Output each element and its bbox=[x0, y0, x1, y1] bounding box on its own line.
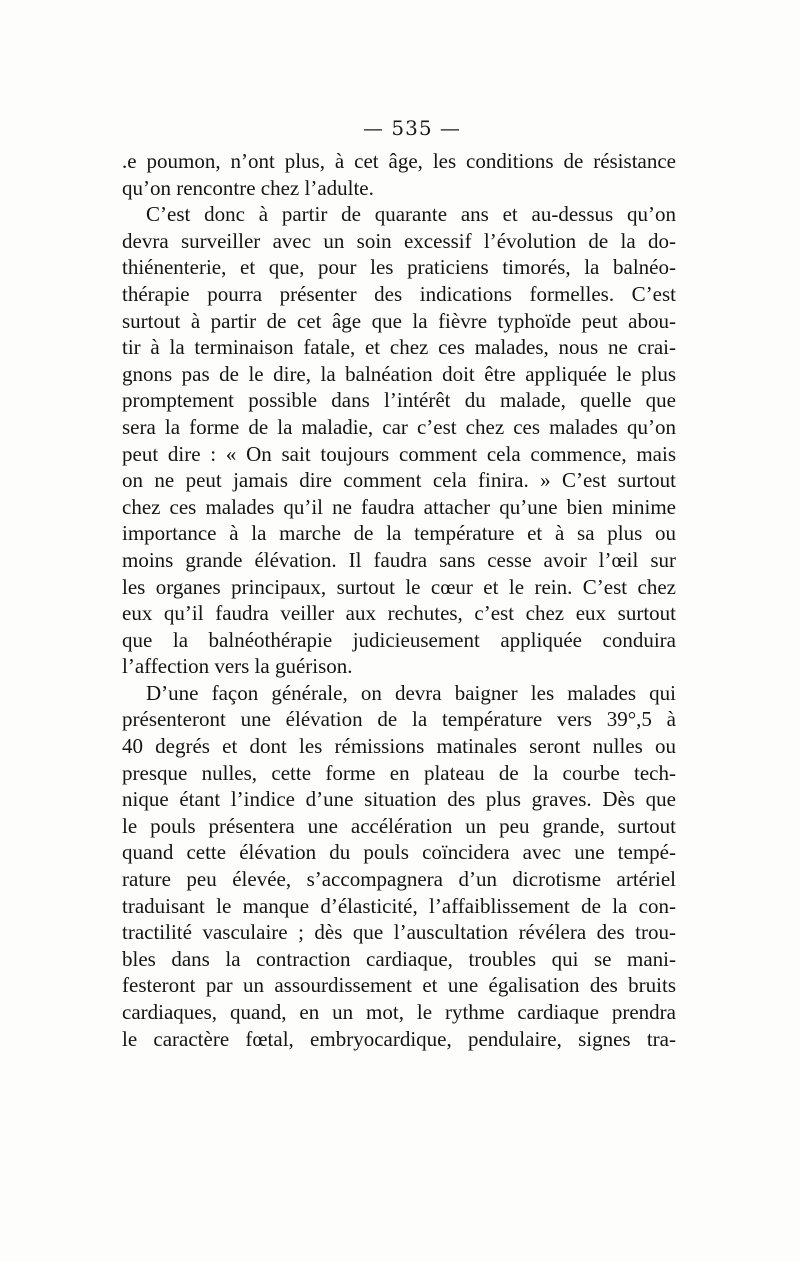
text-line: sera la forme de la maladie, car c’est chez ces malades qu’on bbox=[122, 414, 676, 439]
text-line: 40 degrés et dont les rémissions matinales seront nulles ou bbox=[122, 734, 676, 759]
paragraph-1 bbox=[122, 148, 676, 201]
text-line: nique étant l’indice d’une situation des plus graves. Dès que bbox=[122, 787, 676, 812]
text-line: chez ces malades qu’il ne faudra attacher qu’une bien minime bbox=[122, 494, 676, 519]
text-line: importance à la marche de la température et à sa plus ou bbox=[122, 521, 676, 546]
text-line: gnons pas de le dire, la balnéation doit être appliquée le plus bbox=[122, 361, 676, 386]
text-line: les organes principaux, surtout le cœur et le rein. C’est chez bbox=[122, 574, 676, 599]
text-line: le pouls présentera une accélération un peu grande, surtout bbox=[122, 813, 676, 838]
text-line: eux qu’il faudra veiller aux rechutes, c’est chez eux surtout bbox=[122, 601, 676, 626]
paragraph-2 bbox=[122, 201, 676, 680]
text-line: surtout à partir de cet âge que la fièvre typhoïde peut abou- bbox=[122, 308, 676, 333]
text-line: le caractère fœtal, embryocardique, pendulaire, signes tra- bbox=[122, 1026, 676, 1051]
text-line: traduisant le manque d’élasticité, l’affaiblissement de la con- bbox=[122, 893, 676, 918]
text-line: que la balnéothérapie judicieusement appliquée conduira bbox=[122, 627, 676, 652]
text-line: tractilité vasculaire ; dès que l’auscultation révélera des trou- bbox=[122, 920, 676, 945]
text-line: moins grande élévation. Il faudra sans cesse avoir l’œil sur bbox=[122, 547, 676, 572]
text-line: peut dire : « On sait toujours comment cela commence, mais bbox=[122, 441, 676, 466]
text-line: présenteront une élévation de la température vers 39°,5 à bbox=[122, 707, 676, 732]
paragraph-3 bbox=[122, 680, 676, 1052]
text-line: tir à la terminaison fatale, et chez ces malades, nous ne crai- bbox=[122, 335, 676, 360]
text-line: thérapie pourra présenter des indications formelles. C’est bbox=[122, 281, 676, 306]
text-line: C’est donc à partir de quarante ans et au-dessus qu’on bbox=[146, 202, 676, 227]
text-line: presque nulles, cette forme en plateau de la courbe tech- bbox=[122, 760, 676, 785]
text-line: cardiaques, quand, en un mot, le rythme cardiaque prendra bbox=[122, 1000, 676, 1024]
text-line: bles dans la contraction cardiaque, troubles qui se mani- bbox=[122, 946, 676, 971]
text-line: D’une façon générale, on devra baigner les malades qui bbox=[146, 680, 676, 705]
text-line: quand cette élévation du pouls coïncidera avec une tempé- bbox=[122, 840, 676, 865]
text-line: devra surveiller avec un soin excessif l’évolution de la do- bbox=[122, 228, 676, 253]
text-line: festeront par un assourdissement et une égalisation des bruits bbox=[122, 973, 676, 998]
text-line: qu’on rencontre chez l’adulte. bbox=[122, 175, 374, 200]
text-line: rature peu élevée, s’accompagnera d’un dicrotisme artériel bbox=[122, 867, 676, 892]
text-line: thiénenterie, et que, pour les praticiens timorés, la balnéo- bbox=[122, 255, 676, 280]
text-line: promptement possible dans l’intérêt du malade, quelle que bbox=[122, 388, 676, 413]
page-number: — 535 — bbox=[363, 116, 461, 140]
text-line: .e poumon, n’ont plus, à cet âge, les conditions de résistance bbox=[122, 149, 676, 173]
text-line: on ne peut jamais dire comment cela finira. » C’est surtout bbox=[122, 468, 676, 493]
body-text bbox=[122, 148, 676, 1052]
text-line: l’affection vers la guérison. bbox=[122, 654, 353, 679]
